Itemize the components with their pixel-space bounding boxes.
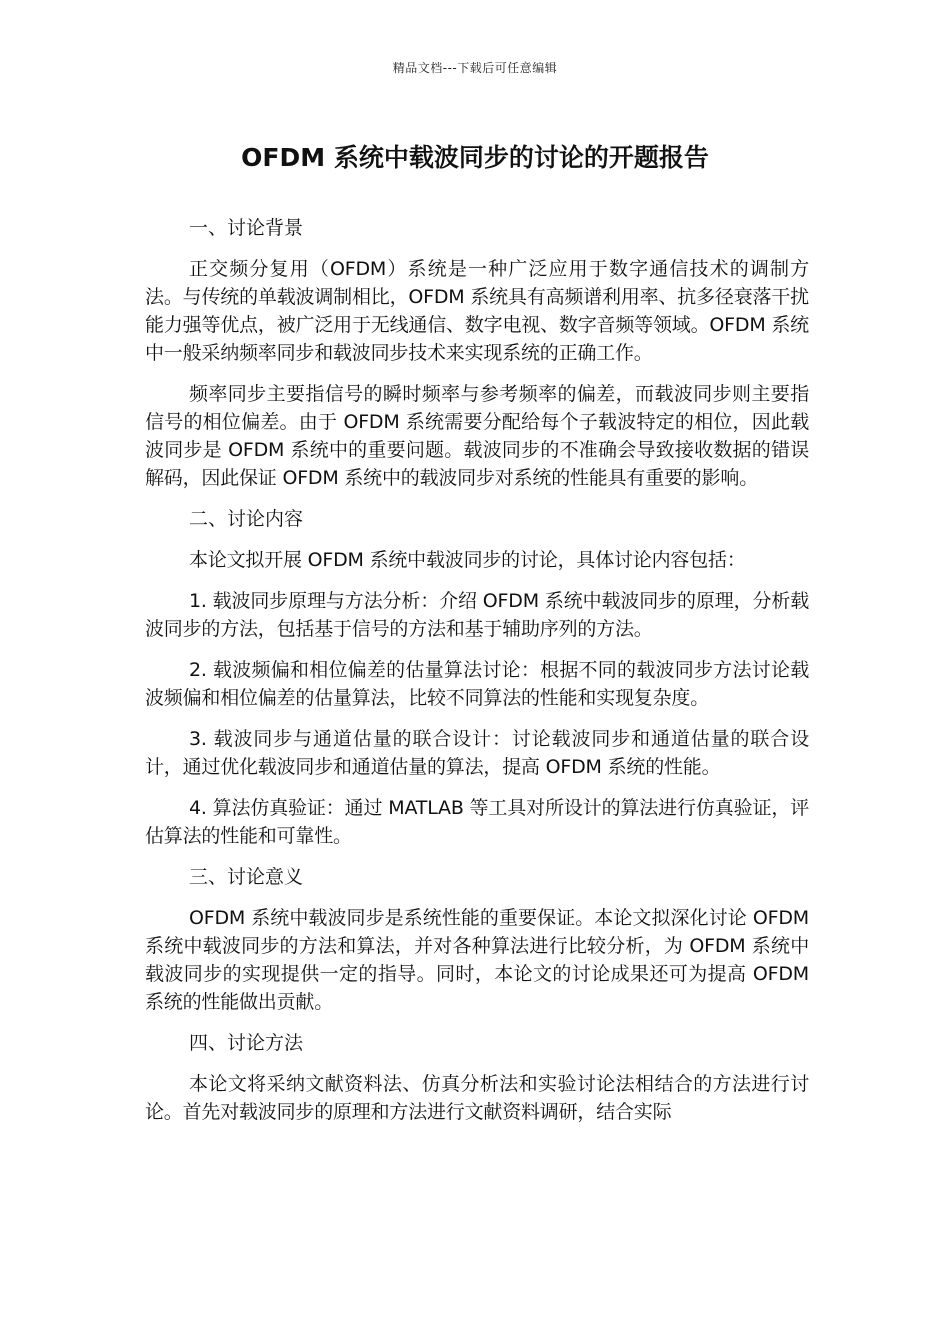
- list-item: 1. 载波同步原理与方法分析：介绍 OFDM 系统中载波同步的原理，分析载波同步的方法，包括基于信号的方法和基于辅助序列的方法。: [145, 590, 809, 640]
- list-item: 4. 算法仿真验证：通过 MATLAB 等工具对所设计的算法进行仿真验证，评估算法的性能和可靠性。: [145, 797, 809, 847]
- section-heading-method: 四、讨论方法: [189, 1032, 304, 1054]
- document-title: OFDM 系统中载波同步的讨论的开题报告: [241, 143, 709, 172]
- paragraph: OFDM 系统中载波同步是系统性能的重要保证。本论文拟深化讨论 OFDM 系统中载波同步的方法和算法，并对各种算法进行比较分析，为 OFDM 系统中载波同步的实现提供一定的指导。同时，本论文的讨论成果还可为提高 OFDM 系统的性能做出贡献。: [145, 907, 809, 1013]
- section-heading-background: 一、讨论背景: [189, 217, 304, 239]
- paragraph: 频率同步主要指信号的瞬时频率与参考频率的偏差，而载波同步则主要指信号的相位偏差。由于 OFDM 系统需要分配给每个子载波特定的相位，因此载波同步是 OFDM 系统中的重要问题。载波同步的不准确会导致接收数据的错误解码，因此保证 OFDM 系统中的载波同步对系统的性能具有重要的影响。: [145, 383, 809, 489]
- paragraph: 正交频分复用（OFDM）系统是一种广泛应用于数字通信技术的调制方法。与传统的单载波调制相比，OFDM 系统具有高频谱利用率、抗多径衰落干扰能力强等优点，被广泛用于无线通信、数字电视、数字音频等领域。OFDM 系统中一般采纳频率同步和载波同步技术来实现系统的正确工作。: [145, 258, 809, 364]
- list-item: 3. 载波同步与通道估量的联合设计：讨论载波同步和通道估量的联合设计，通过优化载波同步和通道估量的算法，提高 OFDM 系统的性能。: [145, 728, 809, 778]
- list-item: 2. 载波频偏和相位偏差的估量算法讨论：根据不同的载波同步方法讨论载波频偏和相位偏差的估量算法，比较不同算法的性能和实现复杂度。: [145, 659, 809, 709]
- running-header: 精品文档---下载后可任意编辑: [392, 61, 558, 75]
- section-heading-content: 二、讨论内容: [189, 508, 304, 530]
- document-body: [145, 214, 809, 1139]
- paragraph: 本论文将采纳文献资料法、仿真分析法和实验讨论法相结合的方法进行讨论。首先对载波同步的原理和方法进行文献资料调研，结合实际: [145, 1073, 809, 1123]
- section-heading-significance: 三、讨论意义: [189, 866, 304, 888]
- paragraph: 本论文拟开展 OFDM 系统中载波同步的讨论，具体讨论内容包括：: [189, 549, 746, 571]
